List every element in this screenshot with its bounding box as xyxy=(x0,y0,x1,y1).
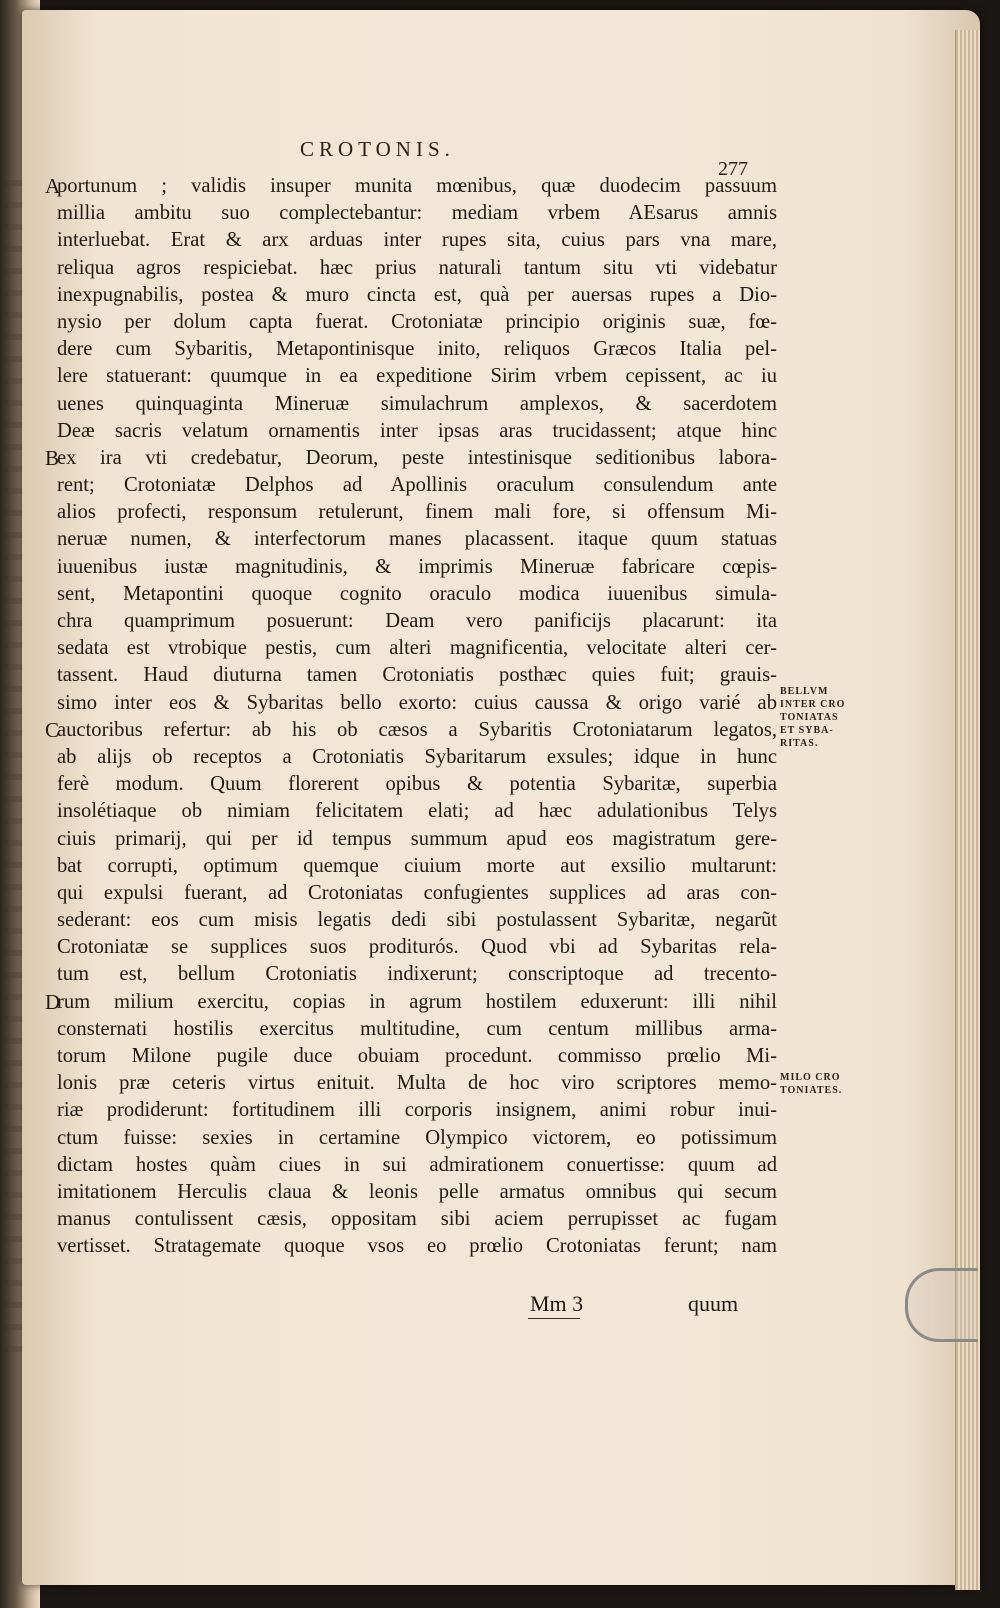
margin-note-milo xyxy=(780,1071,870,1097)
line-text: manus contulissent cæsis, oppositam sibi aciem perrupisset ac fugam xyxy=(57,1208,777,1231)
margin-note-line: ET SYBA- xyxy=(780,725,834,736)
text-line xyxy=(57,1097,777,1124)
text-line xyxy=(57,961,777,988)
line-text: millia ambitu suo complectebantur: mediam vrbem AEsarus amnis xyxy=(57,202,777,225)
margin-note-line: BELLVM xyxy=(780,686,829,697)
margin-note-line: RITAS. xyxy=(780,738,819,749)
line-text: portunum ; validis insuper munita mœnibus, quæ duodecim passuum xyxy=(57,175,777,197)
margin-note-line: TONIATAS xyxy=(780,712,839,723)
line-text: dere cum Sybaritis, Metapontinisque inito, reliquos Græcos Italia pel- xyxy=(57,338,777,361)
text-line xyxy=(57,934,777,961)
text-line xyxy=(57,826,777,853)
text-line xyxy=(57,662,777,689)
line-text: ferè modum. Quum florerent opibus & potentia Sybaritæ, superbia xyxy=(57,773,777,796)
text-line xyxy=(57,200,777,227)
line-text: simo inter eos & Sybaritas bello exorto: cuius caussa & origo varié ab xyxy=(57,691,777,714)
line-text: Crotoniatæ se supplices suos proditurós. Quod vbi ad Sybaritas rela- xyxy=(57,936,777,959)
text-line xyxy=(57,744,777,771)
line-text: tum est, bellum Crotoniatis indixerunt; conscriptoque ad trecento- xyxy=(57,963,777,986)
line-text: nysio per dolum capta fuerat. Crotoniatæ principio originis suæ, fœ- xyxy=(57,310,777,333)
line-text: bat corrupti, optimum quemque ciuium morte aut exsilio multarunt: xyxy=(57,854,777,877)
line-text: ciuis primarij, qui per id tempus summum apud eos magistratum gere- xyxy=(57,827,777,850)
text-line xyxy=(57,1179,777,1206)
line-text: uenes quinquaginta Mineruæ simulachrum amplexos, & sacerdotem xyxy=(57,392,777,415)
text-line xyxy=(57,1043,777,1070)
page-edges xyxy=(955,30,980,1590)
text-line xyxy=(57,1016,777,1043)
line-text: auctoribus refertur: ab his ob cæsos a Sybaritis Crotoniatarum legatos, xyxy=(57,718,777,741)
page-clip xyxy=(905,1268,978,1342)
signature-mark: Mm 3 xyxy=(530,1291,584,1316)
text-line xyxy=(57,1125,777,1152)
text-line xyxy=(57,499,777,526)
line-text: rent; Crotoniatæ Delphos ad Apollinis oraculum consulendum ante xyxy=(57,474,777,497)
line-text: imitationem Herculis claua & leonis pelle armatus omnibus qui secum xyxy=(57,1180,777,1203)
margin-note-line: MILO CRO xyxy=(780,1072,841,1083)
text-line xyxy=(57,472,777,499)
section-marker: C xyxy=(45,717,60,742)
text-line xyxy=(57,391,777,418)
page-number: 277 xyxy=(718,158,748,180)
text-line xyxy=(57,227,777,254)
line-text: tassent. Haud diuturna tamen Crotoniatis posthæc quies fuit; grauis- xyxy=(57,664,777,687)
line-text: ab alijs ob receptos a Crotoniatis Sybaritarum exsules; idque in hunc xyxy=(57,745,777,768)
line-text: chra quamprimum posuerunt: Deam vero panificijs placarunt: ita xyxy=(57,610,777,632)
text-line xyxy=(57,771,777,798)
body-text xyxy=(45,173,777,1261)
line-text: alios profecti, responsum retulerunt, finem mali fore, si offensum Mi- xyxy=(57,501,777,524)
section-marker: B xyxy=(45,445,60,470)
line-text: vertisset. Stratagemate quoque vsos eo prœlio Crotoniatas ferunt; nam xyxy=(57,1235,777,1258)
text-line xyxy=(57,418,777,445)
text-line xyxy=(57,1233,777,1260)
signature-underline xyxy=(528,1318,580,1319)
text-line xyxy=(57,581,777,608)
line-text: riæ prodiderunt: fortitudinem illi corporis insignem, animi robur inui- xyxy=(57,1099,777,1122)
line-text: rum milium exercitu, copias in agrum hostilem eduxerunt: illi nihil xyxy=(57,990,777,1013)
line-text: interluebat. Erat & arx arduas inter rupes sita, cuius pars vna mare, xyxy=(57,229,777,252)
line-text: inexpugnabilis, postea & muro cincta est, quà per auersas rupes a Dio- xyxy=(57,283,777,306)
text-line xyxy=(57,255,777,282)
text-line xyxy=(45,717,777,744)
text-line xyxy=(57,282,777,309)
line-text: ex ira vti credebatur, Deorum, peste intestinisque seditionibus labora- xyxy=(57,446,777,469)
text-line xyxy=(45,173,777,200)
line-text: iuuenibus iustæ magnitudinis, & imprimis Mineruæ fabricare cœpis- xyxy=(57,555,777,578)
text-line xyxy=(57,363,777,390)
text-line xyxy=(57,554,777,581)
line-text: sent, Metapontini quoque cognito oraculo modica iuuenibus simula- xyxy=(57,582,777,605)
text-line xyxy=(57,880,777,907)
text-line xyxy=(57,907,777,934)
text-line xyxy=(57,608,777,635)
text-line xyxy=(57,1070,777,1097)
text-line xyxy=(45,989,777,1016)
text-line xyxy=(57,1152,777,1179)
catchword: quum xyxy=(688,1291,739,1316)
line-text: lere statuerant: quumque in ea expeditione Sirim vrbem cepissent, ac iu xyxy=(57,365,777,388)
text-line xyxy=(45,445,777,472)
text-line xyxy=(57,1206,777,1233)
line-text: neruæ numen, & interfectorum manes placassent. itaque quum statuas xyxy=(57,528,777,551)
section-marker: A xyxy=(45,174,61,198)
margin-note-line: INTER CRO xyxy=(780,699,846,710)
line-text: Deæ sacris velatum ornamentis inter ipsas aras trucidassent; atque hinc xyxy=(57,419,777,442)
margin-note-line: TONIATES. xyxy=(780,1085,843,1096)
text-line xyxy=(57,309,777,336)
text-line xyxy=(57,690,777,717)
text-line xyxy=(57,336,777,363)
text-line xyxy=(57,798,777,825)
text-line xyxy=(57,635,777,662)
line-text: ctum fuisse: sexies in certamine Olympico victorem, eo potissimum xyxy=(57,1126,777,1149)
line-text: reliqua agros respiciebat. hæc prius naturali tantum situ vti videbatur xyxy=(57,256,777,279)
text-line xyxy=(57,526,777,553)
line-text: sederant: eos cum misis legatis dedi sibi postulassent Sybaritæ, negarũt xyxy=(57,909,777,932)
line-text: torum Milone pugile duce obuiam procedunt. commisso prœlio Mi- xyxy=(57,1045,777,1067)
line-text: dictam hostes quàm ciues in sui admirationem conuertisse: quum ad xyxy=(57,1153,777,1176)
line-text: insolétiaque ob nimiam felicitatem elati; ad hæc adulationibus Telys xyxy=(57,800,777,823)
line-text: lonis præ ceteris virtus enituit. Multa de hoc viro scriptores memo- xyxy=(57,1072,777,1095)
text-line xyxy=(57,853,777,880)
running-header: CROTONIS. xyxy=(300,137,455,161)
section-marker: D xyxy=(45,989,61,1014)
margin-note-bellum xyxy=(780,685,870,750)
line-text: qui expulsi fuerant, ad Crotoniatas confugientes supplices ad aras con- xyxy=(57,881,777,904)
line-text: consternati hostilis exercitus multitudine, cum centum millibus arma- xyxy=(57,1017,777,1040)
line-text: sedata est vtrobique pestis, cum alteri magnificentia, velocitate alteri cer- xyxy=(57,637,777,660)
